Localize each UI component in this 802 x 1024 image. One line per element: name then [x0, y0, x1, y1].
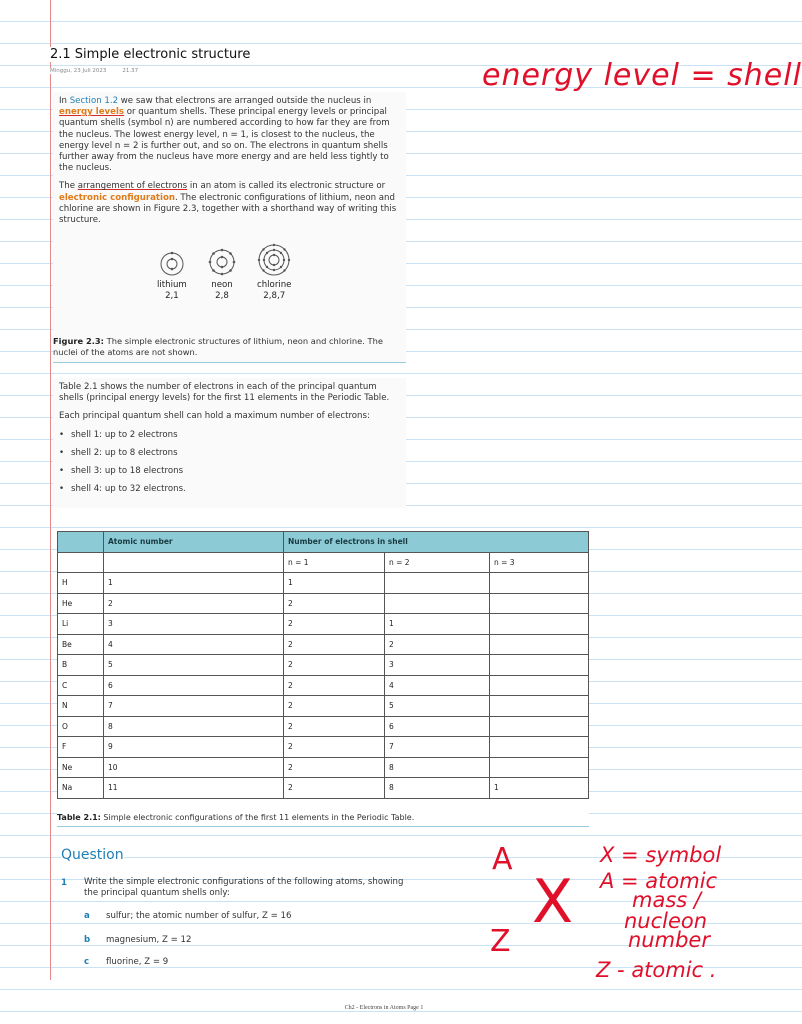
- list-item: • shell 1: up to 2 electrons: [71, 430, 400, 441]
- electron-configuration-table: [57, 531, 589, 799]
- atom-neon: neon 2,8: [207, 247, 237, 302]
- atom-chlorine: chlorine 2,8,7: [257, 243, 291, 302]
- table-row: [58, 696, 589, 717]
- question-part-label: b: [84, 935, 91, 945]
- table-cell: 9: [104, 737, 284, 758]
- table-cell: Na: [58, 778, 104, 799]
- table-row: [58, 614, 589, 635]
- table-cell: 2: [385, 634, 490, 655]
- term-energy-levels: energy levels: [59, 107, 125, 118]
- handwritten-line: A = atomic: [600, 869, 718, 893]
- table-cell: [490, 655, 589, 676]
- handwritten-x: X: [532, 867, 574, 937]
- handwritten-line: mass /: [632, 888, 701, 912]
- table-cell: [490, 737, 589, 758]
- table-cell: B: [58, 655, 104, 676]
- table-cell: 5: [385, 696, 490, 717]
- intro-paragraph-2: The arrangement of electrons in an atom is called its electronic structure or electronic configuration. The electronic configurations of lithium, neon and chlorine are shown in Figure 2.3, together with a shorthand way of writing this structure.: [59, 181, 397, 226]
- question-text: Write the simple electronic configurations of the following atoms, showing the principal quantum shells only:: [84, 877, 404, 898]
- table-cell: Be: [58, 634, 104, 655]
- page-title: 2.1 Simple electronic structure: [50, 47, 254, 62]
- section-link[interactable]: Section 1.2: [69, 96, 119, 106]
- handwritten-a: A: [492, 842, 513, 877]
- table-cell: 2: [284, 778, 385, 799]
- table-row: [58, 716, 589, 737]
- table-cell: [490, 573, 589, 594]
- table-row: [58, 757, 589, 778]
- table-cell: 2: [284, 757, 385, 778]
- neon-diagram-icon: [207, 247, 237, 277]
- table-cell: [490, 614, 589, 635]
- question-part-text: fluorine, Z = 9: [106, 957, 169, 967]
- intro-paragraph-1: In Section 1.2 we saw that electrons are arranged outside the nucleus in energy levels or quantum shells. These principal energy levels or principal quantum shells (symbol n) are numbered according to how far they are from the nucleus. The lowest energy level, n = 1, is closest to the nucleus, the energy level n = 2 is further out, and so on. The electrons in quantum shells further away from the nucleus have more energy and are held less tightly to the nucleus.: [59, 96, 390, 174]
- table-cell: 1: [490, 778, 589, 799]
- table-subheader-n3: n = 3: [490, 552, 589, 573]
- table-cell: 2: [104, 593, 284, 614]
- question-part-label: c: [84, 957, 90, 967]
- table-cell: 4: [104, 634, 284, 655]
- table-cell: 7: [104, 696, 284, 717]
- table-cell: He: [58, 593, 104, 614]
- table-cell: 2: [284, 675, 385, 696]
- shells-paragraph-1: Table 2.1 shows the number of electrons in each of the principal quantum shells (principal energy levels) for the first 11 elements in the Periodic Table.: [59, 382, 390, 404]
- atom-lithium: lithium 2,1: [157, 251, 187, 302]
- shells-paragraph-2: Each principal quantum shell can hold a maximum number of electrons:: [59, 411, 370, 422]
- table-cell: 5: [104, 655, 284, 676]
- page-datetime: [50, 68, 154, 74]
- underlined-arrangement: arrangement of electrons: [77, 181, 188, 192]
- table-cell: [385, 573, 490, 594]
- lithium-diagram-icon: [159, 251, 185, 277]
- table-cell: 2: [284, 655, 385, 676]
- table-row: [58, 634, 589, 655]
- term-electronic-configuration: electronic configuration: [59, 192, 175, 203]
- table-cell: [490, 593, 589, 614]
- table-header-row: [58, 532, 589, 553]
- table-row: [58, 573, 589, 594]
- margin-line: [50, 0, 51, 980]
- table-cell: F: [58, 737, 104, 758]
- table-cell: Li: [58, 614, 104, 635]
- table-cell: 2: [284, 716, 385, 737]
- table-cell: 11: [104, 778, 284, 799]
- handwritten-note-energy-level: energy level = shell: [482, 58, 802, 93]
- table-cell: 1: [385, 614, 490, 635]
- page-time: 21.37: [122, 68, 139, 74]
- table-cell: 4: [385, 675, 490, 696]
- table-cell: [490, 716, 589, 737]
- table-cell: 6: [104, 675, 284, 696]
- figure-caption: Figure 2.3: The simple electronic structures of lithium, neon and chlorine. The nuclei of the atoms are not shown.: [53, 336, 406, 363]
- list-item: • shell 3: up to 18 electrons: [71, 466, 400, 477]
- table-cell: 2: [284, 614, 385, 635]
- table-cell: [490, 675, 589, 696]
- table-cell: 3: [385, 655, 490, 676]
- table-subheader-row: [58, 552, 589, 573]
- chlorine-diagram-icon: [257, 243, 291, 277]
- table-cell: 6: [385, 716, 490, 737]
- table-cell: 2: [284, 696, 385, 717]
- table-cell: 10: [104, 757, 284, 778]
- table-cell: Ne: [58, 757, 104, 778]
- handwritten-line: Z - atomic .: [596, 958, 717, 982]
- table-header-shells: Number of electrons in shell: [284, 532, 589, 553]
- shell-capacity-list: [59, 430, 400, 496]
- table-cell: [490, 757, 589, 778]
- question-part-text: magnesium, Z = 12: [106, 935, 192, 945]
- table-cell: 3: [104, 614, 284, 635]
- question-number: 1: [61, 878, 67, 888]
- table-cell: 1: [284, 573, 385, 594]
- table-row: [58, 655, 589, 676]
- table-caption: Table 2.1: Simple electronic configurations of the first 11 elements in the Periodic Table.: [57, 813, 589, 827]
- table-cell: 2: [284, 634, 385, 655]
- table-cell: N: [58, 696, 104, 717]
- page-footer: Ch2 - Electrons in Atoms Page 1: [344, 1005, 424, 1011]
- table-row: [58, 737, 589, 758]
- handwritten-z: Z: [490, 924, 511, 959]
- table-cell: 8: [104, 716, 284, 737]
- page-date: Minggu, 23 Juli 2023: [50, 68, 107, 74]
- table-row: [58, 675, 589, 696]
- table-cell: 8: [385, 757, 490, 778]
- text-clip-shells: [53, 378, 406, 508]
- handwritten-line: number: [628, 928, 710, 952]
- table-cell: [490, 696, 589, 717]
- table-subheader-n1: n = 1: [284, 552, 385, 573]
- list-item: • shell 2: up to 8 electrons: [71, 448, 400, 459]
- table-row: [58, 593, 589, 614]
- table-cell: C: [58, 675, 104, 696]
- text-clip-intro: [53, 92, 406, 339]
- table-cell: 1: [104, 573, 284, 594]
- handwritten-line: nucleon: [624, 909, 708, 933]
- table-cell: 7: [385, 737, 490, 758]
- question-part-label: a: [84, 911, 90, 921]
- table-header-blank: [58, 532, 104, 553]
- table-row: [58, 778, 589, 799]
- table-cell: 2: [284, 593, 385, 614]
- table-subheader-n2: n = 2: [385, 552, 490, 573]
- table-cell: [385, 593, 490, 614]
- handwritten-line: X = symbol: [600, 843, 722, 867]
- question-heading: Question: [61, 847, 124, 863]
- question-part-text: sulfur; the atomic number of sulfur, Z = 16: [106, 911, 292, 921]
- table-cell: H: [58, 573, 104, 594]
- table-cell: [490, 634, 589, 655]
- table-cell: 8: [385, 778, 490, 799]
- list-item: • shell 4: up to 32 electrons.: [71, 484, 400, 495]
- table-cell: O: [58, 716, 104, 737]
- table-cell: 2: [284, 737, 385, 758]
- table-header-atomic-number: Atomic number: [104, 532, 284, 553]
- figure-atoms: [59, 233, 400, 333]
